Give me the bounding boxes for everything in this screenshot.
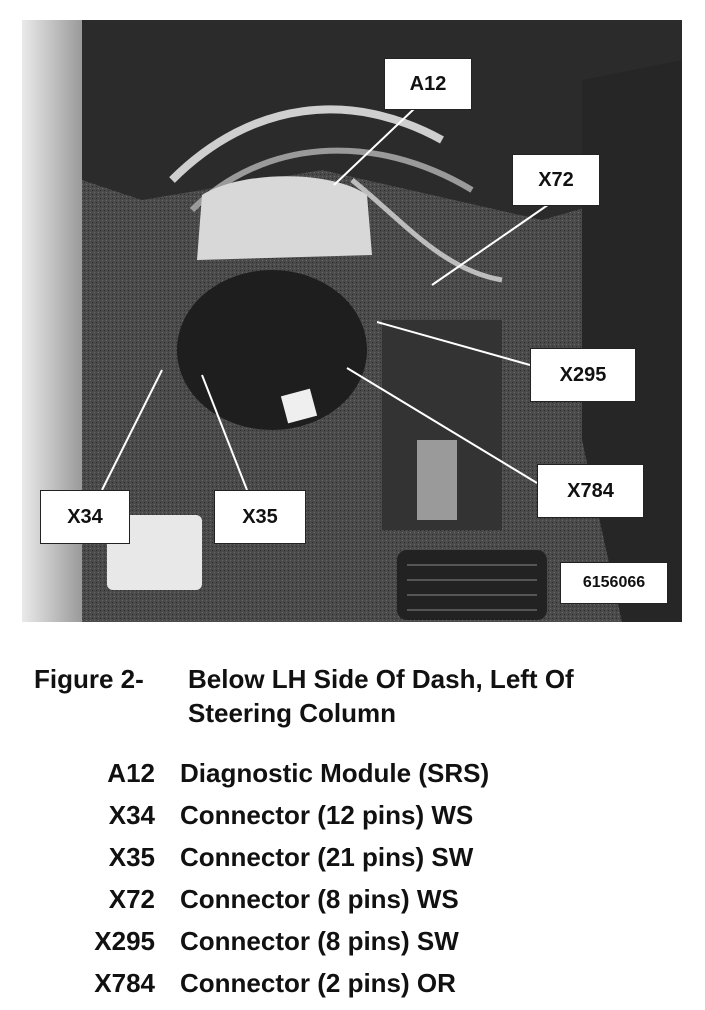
legend-code: X72 <box>108 884 155 914</box>
legend-row <box>70 842 670 884</box>
callout-x295: X295 <box>530 348 636 402</box>
legend-description: Connector (12 pins) WS <box>180 800 474 830</box>
legend-code: X295 <box>94 926 155 956</box>
callout-a12: A12 <box>384 58 472 110</box>
steering-column <box>177 270 367 430</box>
legend-row <box>70 968 670 1010</box>
legend-description: Connector (2 pins) OR <box>180 968 456 998</box>
callout-x34: X34 <box>40 490 130 544</box>
legend-row <box>70 758 670 800</box>
legend-code: X784 <box>94 968 155 998</box>
srs-module <box>197 176 372 260</box>
legend-description: Connector (21 pins) SW <box>180 842 474 872</box>
figure-number: Figure 2- <box>34 664 144 694</box>
legend-row <box>70 800 670 842</box>
callout-x35: X35 <box>214 490 306 544</box>
legend-description: Connector (8 pins) WS <box>180 884 459 914</box>
legend-row <box>70 926 670 968</box>
legend-description: Diagnostic Module (SRS) <box>180 758 490 788</box>
legend-code: X34 <box>108 800 155 830</box>
legend-description: Connector (8 pins) SW <box>180 926 459 956</box>
callout-x784: X784 <box>537 464 644 518</box>
legend-code: A12 <box>107 758 155 788</box>
figure-title: Below LH Side Of Dash, Left Of Steering Column <box>188 664 574 728</box>
component-legend <box>70 758 670 1010</box>
figure-id-label: 6156066 <box>560 562 668 604</box>
legend-row <box>70 884 670 926</box>
dash-photo <box>22 20 682 622</box>
callout-x72: X72 <box>512 154 600 206</box>
legend-code: X35 <box>108 842 155 872</box>
